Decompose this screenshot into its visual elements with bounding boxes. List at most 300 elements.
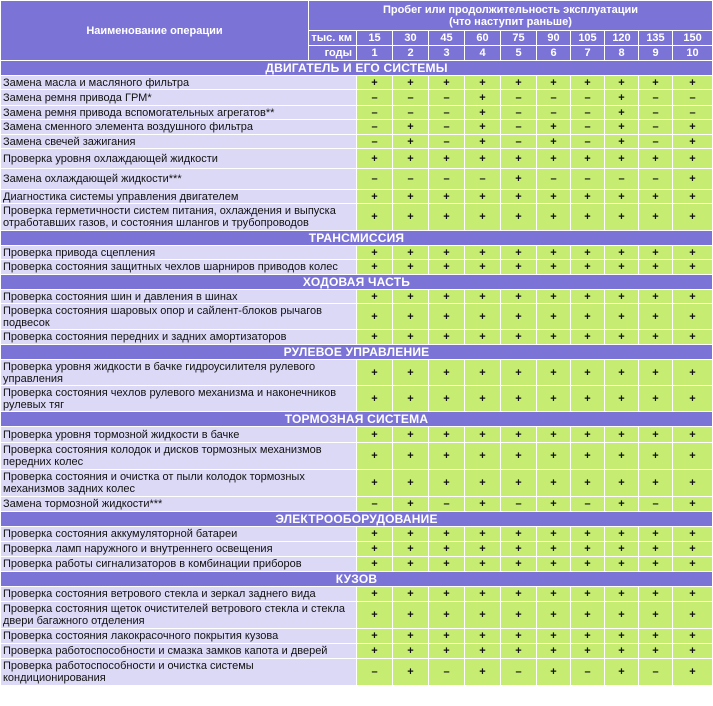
table-row	[1, 120, 713, 135]
operation-name: Проверка состояния ветрового стекла и зеркал заднего вида	[1, 587, 357, 602]
schedule-mark: +	[537, 542, 571, 557]
schedule-mark: +	[465, 360, 501, 386]
schedule-mark: +	[537, 190, 571, 204]
year-value: 9	[639, 46, 673, 61]
km-value: 30	[393, 31, 429, 46]
schedule-mark: +	[465, 659, 501, 686]
km-value: 75	[501, 31, 537, 46]
schedule-mark: +	[673, 629, 713, 644]
schedule-mark: +	[393, 260, 429, 275]
schedule-mark: –	[429, 497, 465, 512]
km-value: 120	[605, 31, 639, 46]
schedule-mark: –	[429, 659, 465, 686]
schedule-mark: –	[465, 169, 501, 190]
table-row	[1, 470, 713, 497]
schedule-mark: +	[393, 120, 429, 135]
schedule-mark: +	[639, 602, 673, 629]
schedule-mark: –	[501, 135, 537, 149]
schedule-mark: +	[639, 443, 673, 470]
schedule-mark: +	[429, 427, 465, 443]
schedule-mark: +	[465, 304, 501, 330]
schedule-mark: +	[605, 386, 639, 412]
schedule-mark: +	[571, 304, 605, 330]
schedule-mark: –	[639, 169, 673, 190]
schedule-mark: +	[605, 76, 639, 90]
schedule-mark: +	[501, 443, 537, 470]
schedule-mark: +	[571, 629, 605, 644]
schedule-mark: +	[605, 330, 639, 345]
schedule-mark: +	[537, 120, 571, 135]
operation-name: Замена охлаждающей жидкости***	[1, 169, 357, 190]
schedule-mark: +	[501, 290, 537, 304]
schedule-mark: +	[673, 246, 713, 260]
schedule-mark: +	[429, 602, 465, 629]
schedule-mark: +	[357, 386, 393, 412]
schedule-mark: –	[501, 90, 537, 106]
km-value: 45	[429, 31, 465, 46]
operation-name: Проверка состояния щеток очистителей ветрового стекла и стекла двери багажного отделения	[1, 602, 357, 629]
schedule-mark: +	[357, 76, 393, 90]
schedule-mark: +	[357, 542, 393, 557]
schedule-mark: +	[393, 135, 429, 149]
schedule-mark: +	[673, 587, 713, 602]
schedule-mark: +	[429, 246, 465, 260]
operation-name: Проверка состояния аккумуляторной батареи	[1, 527, 357, 542]
schedule-mark: –	[357, 90, 393, 106]
schedule-mark: +	[673, 470, 713, 497]
schedule-mark: +	[639, 557, 673, 572]
schedule-mark: +	[357, 360, 393, 386]
operation-name: Проверка герметичности систем питания, охлаждения и выпуска отработавших газов, и состояния шлангов и трубопроводов	[1, 204, 357, 231]
schedule-mark: +	[429, 260, 465, 275]
operation-name: Замена тормозной жидкости***	[1, 497, 357, 512]
schedule-mark: +	[571, 260, 605, 275]
schedule-mark: +	[673, 542, 713, 557]
schedule-mark: –	[605, 169, 639, 190]
schedule-mark: +	[605, 542, 639, 557]
mileage-label: Пробег или продолжительность эксплуатации	[382, 3, 639, 16]
schedule-mark: +	[639, 190, 673, 204]
schedule-mark: +	[639, 76, 673, 90]
schedule-mark: +	[537, 443, 571, 470]
year-value: 2	[393, 46, 429, 61]
schedule-mark: +	[393, 330, 429, 345]
table-row	[1, 330, 713, 345]
schedule-mark: +	[605, 149, 639, 169]
schedule-mark: –	[393, 90, 429, 106]
table-row	[1, 386, 713, 412]
schedule-mark: +	[501, 427, 537, 443]
schedule-mark: +	[429, 204, 465, 231]
table-row	[1, 629, 713, 644]
schedule-mark: +	[501, 542, 537, 557]
schedule-mark: +	[605, 427, 639, 443]
operation-name: Замена ремня привода вспомогательных агрегатов**	[1, 106, 357, 120]
schedule-mark: +	[501, 557, 537, 572]
schedule-mark: +	[673, 497, 713, 512]
schedule-mark: +	[501, 386, 537, 412]
schedule-mark: +	[465, 190, 501, 204]
schedule-mark: +	[537, 290, 571, 304]
schedule-mark: +	[571, 443, 605, 470]
schedule-mark: –	[501, 106, 537, 120]
schedule-mark: +	[393, 443, 429, 470]
operation-name: Проверка состояния колодок и дисков тормозных механизмов передних колес	[1, 443, 357, 470]
schedule-mark: +	[429, 443, 465, 470]
schedule-mark: +	[605, 443, 639, 470]
schedule-mark: +	[393, 542, 429, 557]
schedule-mark: –	[639, 659, 673, 686]
operation-name: Проверка состояния чехлов рулевого механизма и наконечников рулевых тяг	[1, 386, 357, 412]
section-header-row	[1, 345, 713, 360]
schedule-mark: +	[605, 120, 639, 135]
schedule-mark: +	[571, 386, 605, 412]
schedule-mark: +	[465, 527, 501, 542]
schedule-mark: +	[501, 304, 537, 330]
schedule-mark: +	[673, 330, 713, 345]
schedule-mark: +	[571, 246, 605, 260]
schedule-mark: +	[429, 76, 465, 90]
schedule-mark: –	[571, 120, 605, 135]
schedule-mark: +	[501, 330, 537, 345]
schedule-mark: –	[393, 106, 429, 120]
schedule-mark: +	[605, 557, 639, 572]
schedule-mark: –	[357, 106, 393, 120]
year-value: 8	[605, 46, 639, 61]
schedule-mark: +	[605, 190, 639, 204]
schedule-mark: +	[357, 644, 393, 659]
table-row	[1, 360, 713, 386]
schedule-mark: +	[501, 190, 537, 204]
schedule-mark: +	[357, 470, 393, 497]
schedule-mark: +	[357, 427, 393, 443]
schedule-mark: –	[537, 169, 571, 190]
operation-name: Проверка состояния шин и давления в шинах	[1, 290, 357, 304]
schedule-mark: +	[639, 204, 673, 231]
schedule-mark: –	[571, 90, 605, 106]
schedule-mark: +	[571, 527, 605, 542]
schedule-mark: +	[537, 659, 571, 686]
schedule-mark: +	[501, 644, 537, 659]
schedule-mark: +	[393, 629, 429, 644]
schedule-mark: –	[357, 169, 393, 190]
schedule-mark: –	[537, 90, 571, 106]
schedule-mark: +	[605, 644, 639, 659]
schedule-mark: +	[639, 330, 673, 345]
schedule-mark: +	[605, 360, 639, 386]
section-title: КУЗОВ	[1, 572, 713, 587]
schedule-mark: +	[537, 76, 571, 90]
schedule-mark: +	[465, 427, 501, 443]
schedule-mark: +	[639, 304, 673, 330]
schedule-mark: –	[673, 90, 713, 106]
schedule-mark: +	[429, 557, 465, 572]
operation-name: Замена ремня привода ГРМ*	[1, 90, 357, 106]
schedule-mark: –	[501, 659, 537, 686]
schedule-mark: +	[673, 602, 713, 629]
table-row	[1, 169, 713, 190]
schedule-mark: +	[673, 659, 713, 686]
schedule-mark: +	[673, 204, 713, 231]
schedule-mark: +	[537, 135, 571, 149]
schedule-mark: +	[639, 260, 673, 275]
schedule-mark: +	[501, 260, 537, 275]
table-row	[1, 190, 713, 204]
schedule-mark: +	[393, 557, 429, 572]
schedule-mark: +	[571, 290, 605, 304]
schedule-mark: +	[429, 587, 465, 602]
km-value: 15	[357, 31, 393, 46]
schedule-mark: +	[429, 527, 465, 542]
schedule-mark: +	[571, 204, 605, 231]
operation-name: Проверка состояния передних и задних амортизаторов	[1, 330, 357, 345]
table-row	[1, 149, 713, 169]
schedule-mark: +	[537, 557, 571, 572]
schedule-mark: +	[639, 246, 673, 260]
schedule-mark: +	[571, 427, 605, 443]
schedule-mark: +	[537, 304, 571, 330]
schedule-mark: +	[393, 204, 429, 231]
section-header-row	[1, 275, 713, 290]
schedule-mark: +	[393, 470, 429, 497]
schedule-mark: +	[429, 290, 465, 304]
year-value: 1	[357, 46, 393, 61]
schedule-mark: +	[639, 360, 673, 386]
schedule-mark: –	[357, 120, 393, 135]
km-value: 150	[673, 31, 713, 46]
schedule-mark: +	[605, 246, 639, 260]
schedule-mark: +	[393, 246, 429, 260]
schedule-mark: +	[465, 106, 501, 120]
schedule-mark: +	[501, 527, 537, 542]
schedule-mark: +	[501, 169, 537, 190]
schedule-mark: +	[501, 246, 537, 260]
schedule-mark: +	[605, 204, 639, 231]
schedule-mark: +	[605, 497, 639, 512]
schedule-mark: +	[429, 629, 465, 644]
schedule-mark: +	[357, 290, 393, 304]
section-header-row	[1, 231, 713, 246]
schedule-mark: +	[639, 470, 673, 497]
schedule-mark: +	[465, 629, 501, 644]
schedule-mark: –	[571, 497, 605, 512]
schedule-mark: +	[605, 260, 639, 275]
schedule-mark: +	[537, 587, 571, 602]
schedule-mark: –	[571, 169, 605, 190]
schedule-mark: +	[429, 330, 465, 345]
schedule-mark: +	[537, 260, 571, 275]
schedule-mark: –	[639, 135, 673, 149]
schedule-mark: +	[357, 527, 393, 542]
schedule-mark: +	[605, 90, 639, 106]
schedule-mark: –	[571, 135, 605, 149]
schedule-mark: +	[673, 557, 713, 572]
schedule-mark: +	[465, 386, 501, 412]
schedule-mark: +	[605, 527, 639, 542]
schedule-mark: +	[501, 629, 537, 644]
schedule-mark: +	[393, 386, 429, 412]
schedule-mark: +	[537, 527, 571, 542]
schedule-mark: +	[537, 246, 571, 260]
km-value: 60	[465, 31, 501, 46]
year-value: 10	[673, 46, 713, 61]
operation-name: Проверка состояния защитных чехлов шарниров приводов колес	[1, 260, 357, 275]
schedule-mark: +	[393, 304, 429, 330]
year-value: 4	[465, 46, 501, 61]
schedule-mark: +	[465, 557, 501, 572]
schedule-mark: +	[501, 587, 537, 602]
km-value: 105	[571, 31, 605, 46]
schedule-mark: –	[639, 90, 673, 106]
table-row	[1, 427, 713, 443]
schedule-mark: +	[393, 290, 429, 304]
schedule-mark: +	[639, 386, 673, 412]
schedule-mark: –	[393, 169, 429, 190]
schedule-mark: +	[393, 644, 429, 659]
schedule-mark: +	[429, 304, 465, 330]
section-header-row	[1, 61, 713, 76]
schedule-mark: +	[465, 149, 501, 169]
table-row	[1, 135, 713, 149]
schedule-mark: +	[465, 135, 501, 149]
schedule-mark: +	[465, 120, 501, 135]
operation-name: Проверка работоспособности и смазка замков капота и дверей	[1, 644, 357, 659]
schedule-mark: –	[571, 106, 605, 120]
schedule-mark: +	[393, 76, 429, 90]
section-header-row	[1, 512, 713, 527]
schedule-mark: –	[639, 120, 673, 135]
schedule-mark: +	[605, 659, 639, 686]
schedule-mark: +	[429, 470, 465, 497]
schedule-mark: +	[571, 76, 605, 90]
schedule-mark: +	[571, 587, 605, 602]
section-title: ТРАНСМИССИЯ	[1, 231, 713, 246]
schedule-mark: +	[537, 360, 571, 386]
schedule-mark: +	[537, 149, 571, 169]
schedule-mark: –	[501, 120, 537, 135]
schedule-mark: +	[605, 602, 639, 629]
schedule-mark: +	[465, 290, 501, 304]
schedule-mark: +	[501, 76, 537, 90]
table-row	[1, 659, 713, 686]
schedule-mark: +	[465, 76, 501, 90]
schedule-mark: +	[357, 330, 393, 345]
schedule-mark: +	[357, 204, 393, 231]
schedule-mark: +	[537, 629, 571, 644]
schedule-mark: +	[537, 497, 571, 512]
schedule-mark: +	[605, 290, 639, 304]
schedule-mark: +	[639, 149, 673, 169]
schedule-mark: +	[393, 602, 429, 629]
schedule-mark: +	[537, 644, 571, 659]
section-header-row	[1, 412, 713, 427]
schedule-mark: +	[537, 204, 571, 231]
section-title: ДВИГАТЕЛЬ И ЕГО СИСТЕМЫ	[1, 61, 713, 76]
schedule-mark: +	[429, 644, 465, 659]
schedule-mark: +	[673, 149, 713, 169]
schedule-mark: +	[357, 557, 393, 572]
year-value: 3	[429, 46, 465, 61]
schedule-mark: +	[673, 386, 713, 412]
table-row	[1, 204, 713, 231]
schedule-mark: +	[357, 443, 393, 470]
schedule-mark: +	[537, 330, 571, 345]
schedule-mark: –	[639, 106, 673, 120]
schedule-mark: +	[429, 360, 465, 386]
schedule-mark: –	[571, 659, 605, 686]
section-title: ЭЛЕКТРООБОРУДОВАНИЕ	[1, 512, 713, 527]
schedule-mark: +	[357, 149, 393, 169]
operation-name: Проверка уровня охлаждающей жидкости	[1, 149, 357, 169]
schedule-mark: +	[673, 260, 713, 275]
schedule-mark: +	[429, 190, 465, 204]
schedule-mark: +	[501, 360, 537, 386]
operation-name: Проверка ламп наружного и внутреннего освещения	[1, 542, 357, 557]
schedule-mark: +	[393, 149, 429, 169]
schedule-mark: +	[393, 659, 429, 686]
schedule-mark: +	[357, 246, 393, 260]
table-row	[1, 246, 713, 260]
schedule-mark: +	[537, 427, 571, 443]
schedule-mark: +	[571, 149, 605, 169]
section-header-row	[1, 572, 713, 587]
schedule-mark: +	[605, 470, 639, 497]
schedule-mark: +	[429, 149, 465, 169]
schedule-mark: +	[465, 90, 501, 106]
schedule-mark: +	[393, 190, 429, 204]
schedule-mark: +	[605, 106, 639, 120]
schedule-mark: +	[465, 542, 501, 557]
schedule-mark: +	[639, 644, 673, 659]
schedule-mark: +	[673, 290, 713, 304]
schedule-mark: +	[605, 587, 639, 602]
table-row	[1, 542, 713, 557]
schedule-mark: +	[605, 135, 639, 149]
schedule-mark: +	[429, 386, 465, 412]
schedule-mark: –	[357, 659, 393, 686]
schedule-mark: –	[537, 106, 571, 120]
year-value: 6	[537, 46, 571, 61]
schedule-mark: +	[639, 290, 673, 304]
schedule-mark: +	[357, 260, 393, 275]
schedule-mark: +	[501, 602, 537, 629]
operation-name: Проверка состояния лакокрасочного покрытия кузова	[1, 629, 357, 644]
schedule-mark: +	[673, 304, 713, 330]
schedule-mark: +	[357, 587, 393, 602]
schedule-mark: +	[393, 587, 429, 602]
table-row	[1, 304, 713, 330]
schedule-mark: +	[465, 587, 501, 602]
table-row	[1, 443, 713, 470]
schedule-mark: –	[429, 169, 465, 190]
operation-name: Замена сменного элемента воздушного фильтра	[1, 120, 357, 135]
table-row	[1, 106, 713, 120]
schedule-mark: +	[605, 304, 639, 330]
schedule-mark: +	[357, 629, 393, 644]
mileage-note: (что наступит раньше)	[449, 15, 572, 28]
operation-name: Проверка работы сигнализаторов в комбинации приборов	[1, 557, 357, 572]
km-value: 90	[537, 31, 571, 46]
schedule-mark: +	[673, 190, 713, 204]
year-value: 7	[571, 46, 605, 61]
schedule-mark: +	[571, 470, 605, 497]
schedule-mark: +	[673, 120, 713, 135]
operation-name: Проверка состояния шаровых опор и сайлент-блоков рычагов подвесок	[1, 304, 357, 330]
table-row	[1, 90, 713, 106]
schedule-mark: +	[465, 204, 501, 231]
operation-name: Проверка привода сцепления	[1, 246, 357, 260]
table-row	[1, 497, 713, 512]
